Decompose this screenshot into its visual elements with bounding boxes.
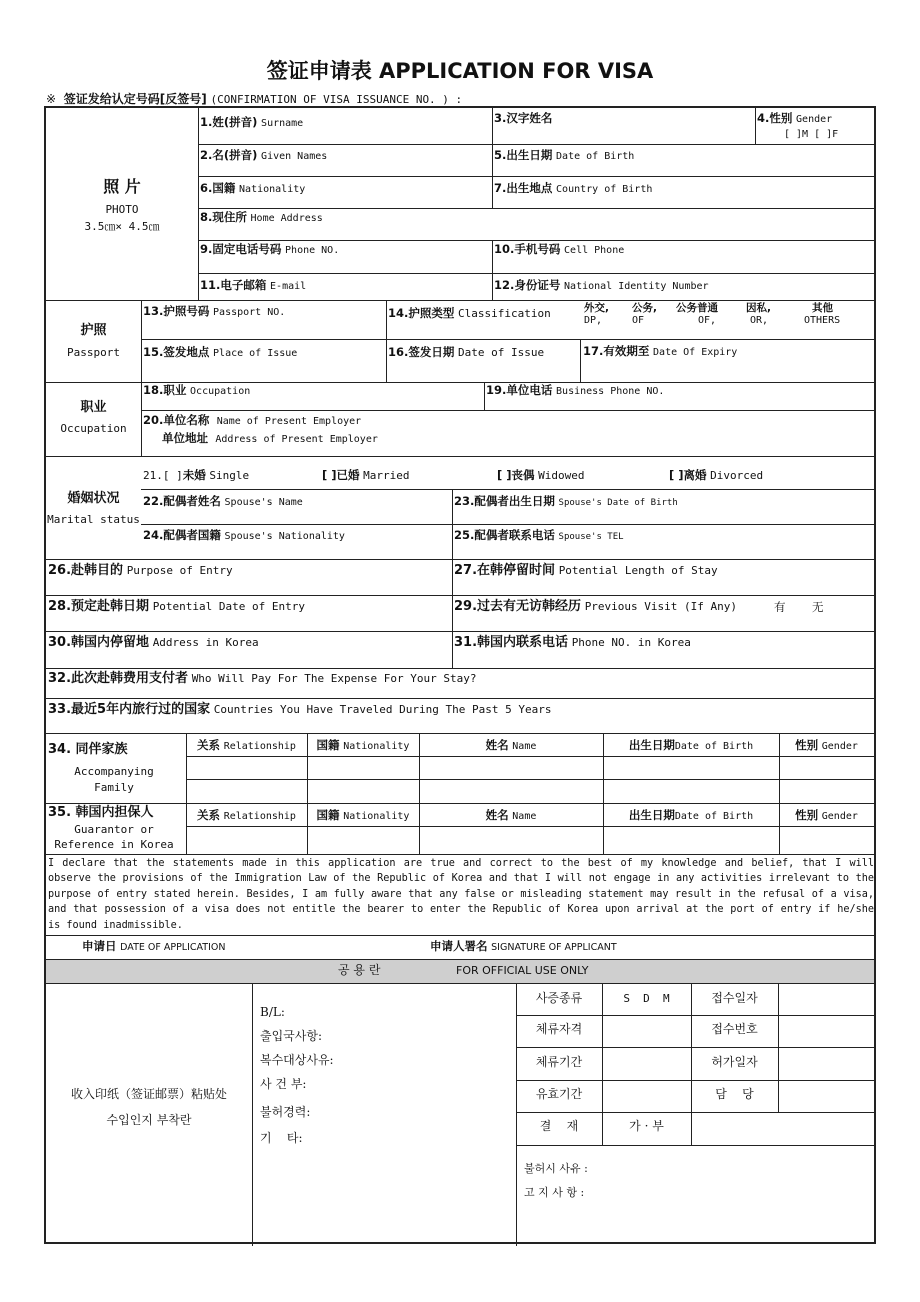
field-country-of-birth[interactable]: 7.出生地点 Country of Birth — [494, 181, 653, 195]
field-chinese-name[interactable]: 3.汉字姓名 — [494, 111, 553, 125]
field-nationality[interactable]: 6.国籍 Nationality — [200, 181, 306, 195]
field-employer-name[interactable]: 20.单位名称 Name of Present Employer — [143, 413, 362, 427]
field-gender[interactable]: 4.性别 Gender — [757, 111, 833, 125]
previous-visit-yes[interactable]: 有 — [774, 600, 786, 614]
col-date-of-birth-2: 出生日期Date of Birth — [628, 808, 754, 822]
occupation-section-label: 职业 — [80, 400, 107, 415]
validity-label: 유효기간 — [535, 1087, 583, 1101]
col-nationality-2: 国籍 Nationality — [316, 808, 410, 822]
visa-form — [44, 106, 876, 1244]
photo-size: 3.5㎝× 4.5㎝ — [84, 220, 160, 233]
photo-label-en: PHOTO — [105, 203, 139, 216]
guarantor-en1: Guarantor or — [74, 823, 154, 836]
official-other: 기 타: — [260, 1131, 303, 1145]
accompanying-family-en2: Family — [94, 781, 134, 794]
approval-label: 결 재 — [539, 1119, 579, 1133]
field-employer-address[interactable]: 单位地址 Address of Present Employer — [162, 431, 378, 445]
col-gender: 性别 Gender — [795, 738, 858, 752]
passport-type-dp[interactable]: 外交, DP, — [584, 302, 609, 327]
gender-options[interactable]: [ ]M [ ]F — [784, 129, 839, 140]
field-passport-type: 14.护照类型 Classification — [388, 306, 551, 320]
field-phone-in-korea[interactable]: 31.韩国内联系电话 Phone NO. in Korea — [454, 635, 691, 650]
official-use-kr: 공 용 란 — [338, 963, 381, 977]
col-nationality: 国籍 Nationality — [316, 738, 410, 752]
marital-married-option[interactable]: [ ]已婚 Married — [322, 468, 410, 482]
official-multiple-reason: 복수대상사유: — [260, 1053, 334, 1067]
col-gender-2: 性别 Gender — [795, 808, 858, 822]
stamp-area-kr: 수입인지 부착란 — [106, 1113, 192, 1127]
accompanying-family-en1: Accompanying — [74, 765, 154, 778]
marital-divorced-option[interactable]: [ ]离婚 Divorced — [669, 468, 764, 482]
marital-single-option[interactable]: 21.[ ]未婚 Single — [143, 468, 250, 482]
officer-label: 담 당 — [715, 1087, 754, 1101]
field-phone[interactable]: 9.固定电话号码 Phone NO. — [200, 242, 340, 256]
col-date-of-birth: 出生日期Date of Birth — [628, 738, 754, 752]
field-given-names[interactable]: 2.名(拼音) Given Names — [200, 148, 328, 162]
confirmation-line — [46, 90, 462, 107]
field-email[interactable]: 11.电子邮箱 E-mail — [200, 278, 307, 292]
previous-visit-no[interactable]: 无 — [812, 600, 824, 614]
field-previous-visit[interactable]: 29.过去有无访韩经历 Previous Visit (If Any) — [454, 599, 738, 614]
visa-type-options[interactable]: S D M — [623, 992, 670, 1005]
field-expense-payer[interactable]: 32.此次赴韩费用支付者 Who Will Pay For The Expense For Your Stay? — [48, 671, 477, 686]
receipt-date-label: 접수일자 — [711, 991, 758, 1005]
accompanying-family-label: 34. 同伴家族 — [48, 742, 128, 757]
permit-date-label: 허가일자 — [711, 1055, 758, 1069]
field-date-of-issue[interactable]: 16.签发日期 Date of Issue — [388, 345, 545, 359]
col-name: 姓名 Name — [485, 738, 537, 752]
application-date[interactable]: 申请日 DATE OF APPLICATION — [82, 939, 226, 953]
col-relationship: 关系 Relationship — [197, 738, 296, 752]
approval-options[interactable]: 가 · 부 — [629, 1119, 664, 1133]
receipt-no-label: 접수번호 — [711, 1022, 758, 1036]
field-cell-phone[interactable]: 10.手机号码 Cell Phone — [494, 242, 625, 256]
passport-type-or[interactable]: 因私, OR, — [746, 302, 771, 327]
field-business-phone[interactable]: 19.单位电话 Business Phone NO. — [486, 383, 665, 397]
field-id-number[interactable]: 12.身份证号 National Identity Number — [494, 278, 709, 292]
field-date-of-birth[interactable]: 5.出生日期 Date of Birth — [494, 148, 635, 162]
official-use-en: FOR OFFICIAL USE ONLY — [456, 964, 589, 977]
field-countries-traveled[interactable]: 33.最近5年内旅行过的国家 Countries You Have Traveled During The Past 5 Years — [48, 702, 552, 717]
reference-mark: ※ — [46, 92, 57, 106]
confirmation-label-en: (CONFIRMATION OF VISA ISSUANCE NO. ) : — [210, 93, 463, 106]
field-spouse-tel[interactable]: 25.配偶者联系电话 Spouse's TEL — [454, 528, 624, 542]
col-name-2: 姓名 Name — [485, 808, 537, 822]
applicant-signature[interactable]: 申请人署名 SIGNATURE OF APPLICANT — [430, 939, 617, 953]
official-bl: B/L: — [260, 1005, 285, 1019]
official-immigration: 출입국사항: — [260, 1029, 323, 1043]
field-length-of-stay[interactable]: 27.在韩停留时间 Potential Length of Stay — [454, 563, 718, 578]
marital-section-label: 婚姻状况 — [67, 491, 120, 506]
visa-type-label: 사증종류 — [535, 991, 583, 1005]
field-date-of-expiry[interactable]: 17.有效期至 Date Of Expiry — [583, 344, 738, 358]
photo-label: 照 片 — [103, 177, 141, 196]
marital-section-label-en: Marital status — [47, 513, 140, 526]
passport-section-label: 护照 — [80, 323, 107, 338]
marital-widowed-option[interactable]: [ ]丧偶 Widowed — [497, 468, 585, 482]
field-occupation[interactable]: 18.职业 Occupation — [143, 383, 251, 397]
confirmation-label-zh: 签证发给认定号码[反签号] — [63, 92, 207, 106]
field-spouse-nationality[interactable]: 24.配偶者国籍 Spouse's Nationality — [143, 528, 345, 542]
declaration-text: I declare that the statements made in this application are true and correct to the best of my knowledge and belief, that I will observe the provisions of the Immigration Law of the Republic of Korea and that I will not engage in any activities irrelevant to the purpose of entry stated herein. Besides, I am fully aware that any false or misleading statement may result in the refusal of a visa, and that possession of a visa does not entitle the bearer to enter the Republic of Korea upon arrival at the port of entry if he/she is found inadmissible. — [48, 858, 874, 931]
field-passport-no[interactable]: 13.护照号码 Passport NO. — [143, 304, 286, 318]
passport-type-of-ordinary[interactable]: 公务普通 OF, — [676, 302, 718, 327]
field-date-of-entry[interactable]: 28.预定赴韩日期 Potential Date of Entry — [48, 599, 306, 614]
period-label: 체류기간 — [535, 1055, 583, 1069]
field-address-in-korea[interactable]: 30.韩国内停留地 Address in Korea — [48, 635, 259, 650]
field-surname[interactable]: 1.姓(拼音) Surname — [200, 115, 304, 129]
stamp-area-zh: 收入印纸（签证邮票）粘贴处 — [70, 1087, 227, 1101]
status-label: 체류자격 — [535, 1022, 583, 1036]
official-case-book: 사 건 부: — [260, 1077, 307, 1091]
refusal-reason: 불허시 사유 : — [524, 1162, 588, 1175]
field-spouse-name[interactable]: 22.配偶者姓名 Spouse's Name — [143, 494, 303, 508]
passport-type-others[interactable]: 其他 OTHERS — [804, 302, 841, 327]
field-spouse-dob[interactable]: 23.配偶者出生日期 Spouse's Date of Birth — [454, 494, 678, 508]
notice: 고 지 사 항 : — [524, 1186, 585, 1199]
field-purpose-of-entry[interactable]: 26.赴韩目的 Purpose of Entry — [48, 563, 233, 578]
passport-type-of[interactable]: 公务, OF — [632, 302, 657, 327]
form-title: 签证申请表 APPLICATION FOR VISA — [266, 59, 654, 83]
field-home-address[interactable]: 8.现住所 Home Address — [200, 210, 323, 224]
official-refusal-history: 불허경력: — [260, 1105, 311, 1119]
guarantor-en2: Reference in Korea — [54, 838, 174, 851]
col-relationship-2: 关系 Relationship — [197, 808, 296, 822]
guarantor-label: 35. 韩国内担保人 — [48, 805, 154, 820]
passport-section-label-en: Passport — [67, 346, 120, 359]
occupation-section-label-en: Occupation — [60, 422, 127, 435]
field-place-of-issue[interactable]: 15.签发地点 Place of Issue — [143, 345, 298, 359]
